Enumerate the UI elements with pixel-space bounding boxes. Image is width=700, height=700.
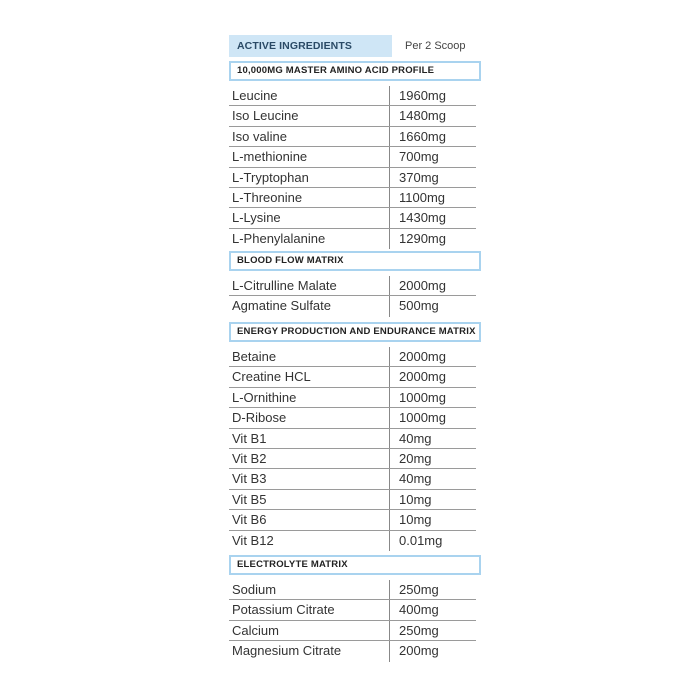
ingredient-row	[229, 429, 476, 449]
ingredient-name: Potassium Citrate	[232, 602, 335, 618]
ingredient-row	[229, 580, 476, 600]
ingredient-amount: 1430mg	[399, 210, 446, 226]
ingredient-amount: 250mg	[399, 622, 439, 638]
ingredient-name: L-Lysine	[232, 210, 281, 226]
serving-size-label: Per 2 Scoop	[405, 40, 466, 52]
ingredient-row	[229, 510, 476, 530]
ingredient-amount: 2000mg	[399, 278, 446, 293]
ingredient-name: L-Threonine	[232, 189, 303, 205]
ingredient-name: D-Ribose	[232, 410, 287, 426]
section-amino-acid-profile	[229, 61, 481, 249]
ingredient-name: Agmatine Sulfate	[232, 298, 332, 314]
ingredient-amount: 700mg	[399, 149, 439, 165]
ingredient-row	[229, 449, 476, 469]
ingredient-row	[229, 347, 476, 367]
ingredient-name: Leucine	[232, 88, 278, 103]
ingredient-amount: 10mg	[399, 491, 432, 507]
ingredient-row	[229, 531, 476, 551]
ingredient-name: Iso valine	[232, 128, 287, 144]
ingredient-row	[229, 600, 476, 620]
ingredient-name: L-methionine	[232, 149, 308, 165]
section-title: ELECTROLYTE MATRIX	[229, 555, 481, 575]
ingredient-name: Vit B6	[232, 512, 267, 528]
section-title: 10,000MG MASTER AMINO ACID PROFILE	[229, 61, 481, 81]
ingredient-row	[229, 86, 476, 106]
ingredient-amount: 2000mg	[399, 369, 446, 385]
ingredient-row	[229, 168, 476, 188]
active-ingredients-label: ACTIVE INGREDIENTS	[229, 35, 392, 57]
ingredient-name: Creatine HCL	[232, 369, 311, 385]
ingredient-name: L-Citrulline Malate	[232, 278, 337, 293]
ingredient-row	[229, 127, 476, 147]
ingredient-name: Vit B3	[232, 471, 267, 487]
ingredient-amount: 1100mg	[399, 189, 446, 205]
ingredient-amount: 1290mg	[399, 230, 446, 246]
ingredient-row	[229, 296, 476, 316]
section-title: BLOOD FLOW MATRIX	[229, 251, 481, 271]
ingredient-name: Vit B5	[232, 491, 267, 507]
ingredient-row	[229, 208, 476, 228]
ingredient-amount: 2000mg	[399, 349, 446, 364]
ingredient-name: Iso Leucine	[232, 108, 299, 124]
ingredient-amount: 10mg	[399, 512, 432, 528]
ingredient-amount: 400mg	[399, 602, 439, 618]
ingredient-amount: 200mg	[399, 643, 439, 659]
ingredient-amount: 500mg	[399, 298, 439, 314]
ingredient-name: Calcium	[232, 622, 279, 638]
table-header	[229, 35, 479, 59]
ingredient-name: L-Phenylalanine	[232, 230, 326, 246]
ingredient-row	[229, 408, 476, 428]
ingredient-row	[229, 276, 476, 296]
ingredient-amount: 40mg	[399, 430, 432, 446]
ingredient-amount: 1960mg	[399, 88, 446, 103]
ingredient-amount: 0.01mg	[399, 532, 443, 548]
ingredient-name: Vit B12	[232, 532, 274, 548]
ingredient-row	[229, 469, 476, 489]
ingredient-name: Betaine	[232, 349, 277, 364]
ingredient-row	[229, 641, 476, 661]
ingredient-row	[229, 490, 476, 510]
ingredient-amount: 370mg	[399, 169, 439, 185]
ingredient-amount: 1000mg	[399, 389, 446, 405]
ingredient-amount: 1660mg	[399, 128, 446, 144]
ingredient-row	[229, 188, 476, 208]
ingredient-row	[229, 229, 476, 249]
section-blood-flow-matrix	[229, 251, 481, 317]
section-electrolyte-matrix	[229, 555, 481, 662]
ingredient-name: Vit B2	[232, 450, 267, 466]
ingredient-amount: 1000mg	[399, 410, 446, 426]
ingredient-amount: 250mg	[399, 582, 439, 597]
ingredient-name: L-Tryptophan	[232, 169, 309, 185]
ingredient-name: L-Ornithine	[232, 389, 297, 405]
ingredient-row	[229, 106, 476, 126]
ingredient-row	[229, 147, 476, 167]
section-energy-endurance-matrix	[229, 322, 481, 551]
ingredient-name: Vit B1	[232, 430, 267, 446]
ingredient-row	[229, 367, 476, 387]
ingredient-row	[229, 621, 476, 641]
ingredient-amount: 40mg	[399, 471, 432, 487]
section-title: ENERGY PRODUCTION AND ENDURANCE MATRIX	[229, 322, 481, 342]
ingredient-amount: 1480mg	[399, 108, 446, 124]
ingredient-amount: 20mg	[399, 450, 432, 466]
ingredient-name: Magnesium Citrate	[232, 643, 342, 659]
ingredient-row	[229, 388, 476, 408]
ingredient-name: Sodium	[232, 582, 277, 597]
